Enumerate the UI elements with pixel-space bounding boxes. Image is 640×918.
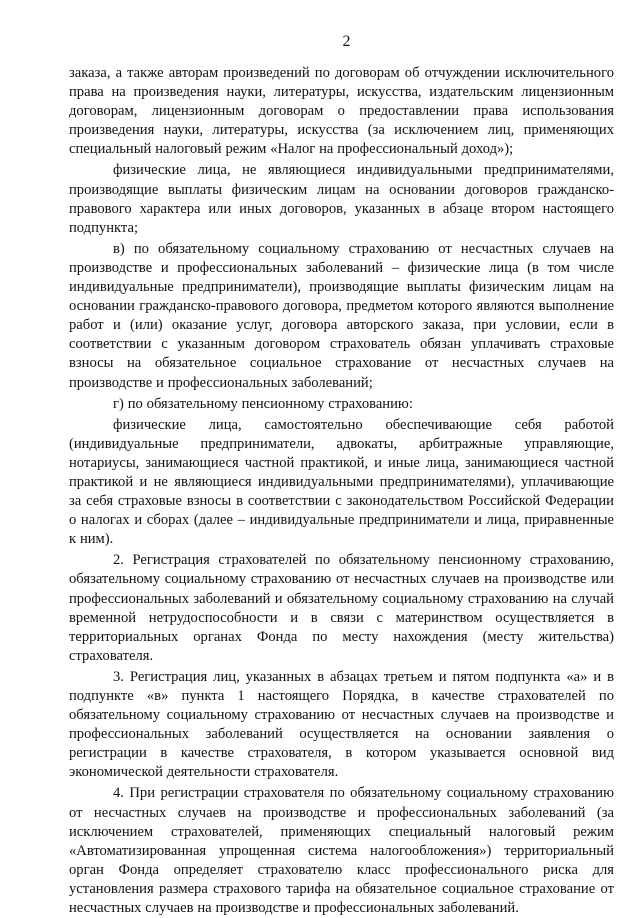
paragraph-individuals-not-entrepreneurs: физические лица, не являющиеся индивидуальными предпринимателями, производящие выплаты физическим лицам на основании договоров гражданско-правового характера или иных договоров, указанных в абзаце втором настоящего подпункта;: [69, 162, 614, 236]
paragraph-continuation-authors: заказа, а также авторам произведений по договорам об отчуждении исключительного права на произведения науки, литературы, искусства, издательским лицензионным договорам, лицензионным договорам о предоставлении права использования произведения науки, литературы, искусства (за исключением лиц, применяющих специальный налоговый режим «Налог на профессиональный доход»);: [69, 65, 614, 158]
paragraph-item-3-registration-persons: 3. Регистрация лиц, указанных в абзацах третьем и пятом подпункта «а» и в подпункте «в» пункта 1 настоящего Порядка, в качестве страхователей по обязательному социальному страхованию от несчастных случаев на производстве и профессиональных заболеваний осуществляется на основании заявления о регистрации в качестве страхователя, в котором указывается основной вид экономической деятельности страхователя.: [69, 668, 614, 781]
paragraph-subitem-g-pension-insurance: г) по обязательному пенсионному страхованию:: [113, 395, 413, 412]
paragraph-item-4-risk-class: 4. При регистрации страхователя по обязательному социальному страхованию от несчастных случаев на производстве и профессиональных заболеваний (за исключением страхователей, применяющих специальный налоговый режим «Автоматизированная упрощенная система налогообложения») территориальный орган Фонда определяет страхователю класс профессионального риска для установления размера страхового тарифа на обязательное социальное страхование от несчастных случаев на производстве и профессиональных заболеваний.: [69, 785, 614, 917]
page-number: 2: [342, 33, 351, 50]
paragraph-self-employed-individuals: физические лица, самостоятельно обеспечивающие себя работой (индивидуальные предприниматели, адвокаты, арбитражные управляющие, нотариусы, занимающиеся частной практикой, и иные лица, занимающиеся частной практикой и не являющиеся индивидуальными предпринимателями), уплачивающие за себя страховые взносы в соответствии с законодательством Российской Федерации о налогах и сборах (далее – индивидуальные предприниматели и лица, приравненные к ним).: [69, 416, 614, 548]
paragraph-item-2-registration: 2. Регистрация страхователей по обязательному пенсионному страхованию, обязательному социальному страхованию от несчастных случаев на производстве или профессиональных заболеваний и обязательному социальному страхованию на случай временной нетрудоспособности и в связи с материнством осуществляется в территориальных органах Фонда по месту нахождения (месту жительства) страхователя.: [69, 552, 614, 664]
paragraph-subitem-v-accident-insurance: в) по обязательному социальному страхованию от несчастных случаев на производстве и профессиональных заболеваний – физические лица (в том числе индивидуальные предприниматели), производящие выплаты физическим лицам на основании гражданско-правового договора, предметом которого являются выполнение работ и (или) оказание услуг, договора авторского заказа, при условии, если в соответствии с указанным договором страхователь обязан уплачивать страховые взносы на обязательное социальное страхование от несчастных случаев на производстве и профессиональных заболеваний;: [69, 240, 614, 391]
